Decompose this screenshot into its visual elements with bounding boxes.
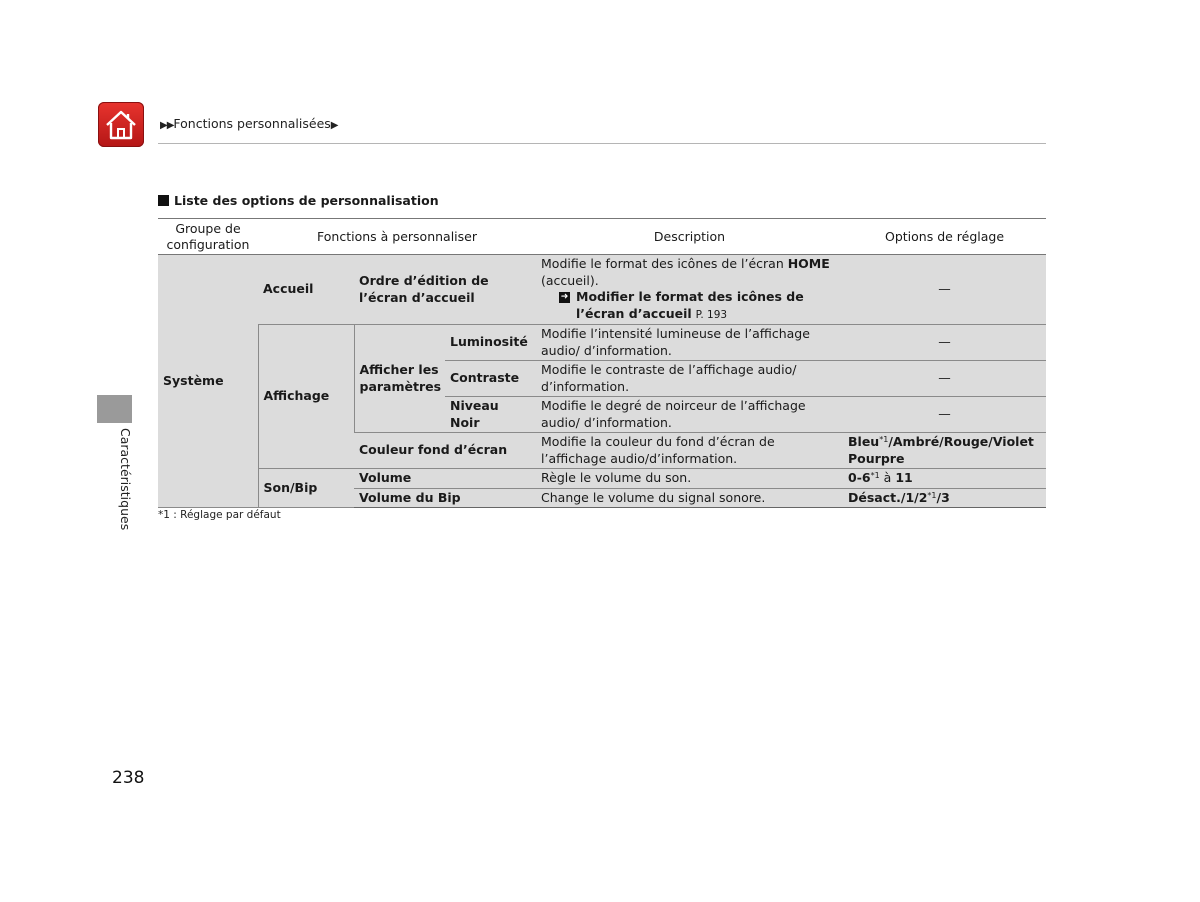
breadcrumb-arrows: ▶▶ [160,120,174,131]
option-home-order: — [843,255,1046,325]
cross-reference[interactable] [541,289,838,323]
option-couleur [843,433,1046,469]
option-volume-bip [843,488,1046,508]
function-couleur: Couleur fond d’écran [354,433,536,469]
option-default-value: Bleu [848,434,880,449]
option-contraste: — [843,361,1046,397]
option-volume [843,469,1046,489]
header-group: Groupe de configuration [158,219,258,255]
table-row [158,325,1046,361]
breadcrumb [160,116,338,131]
option-values: /Ambré/Rouge/Violet Pourpre [848,434,1034,466]
square-bullet-icon [158,195,169,206]
table-header-row [158,219,1046,255]
option-luminosite: — [843,325,1046,361]
description-niveau-noir: Modifie le degré de noirceur de l’affichage audio/ d’information. [536,397,843,433]
option-connector: à [879,470,896,485]
chapter-label: Caractéristiques [118,428,133,531]
header-divider [158,143,1046,144]
footnote-mark: *1 [879,435,889,444]
option-values-end: /3 [936,489,950,505]
home-icon [103,108,139,142]
description-contraste: Modifie le contraste de l’affichage audio/ d’information. [536,361,843,397]
option-niveau-noir: — [843,397,1046,433]
header-description: Description [536,219,843,255]
customization-table [158,218,1046,508]
function-volume: Volume [354,469,536,489]
description-couleur: Modifie la couleur du fond d’écran de l’affichage audio/d’information. [536,433,843,469]
subgroup-affichage: Affichage [258,325,354,469]
function-luminosite: Luminosité [445,325,536,361]
option-values: 0-6 [848,470,871,485]
desc-home-keyword: HOME [787,256,830,271]
footnote-mark: *1 [927,490,937,500]
function-show-params: Afficher les paramètres [354,325,445,433]
header-functions: Fonctions à personnaliser [258,219,536,255]
table-row [158,255,1046,325]
group-cell: Système [158,255,258,508]
chapter-tab[interactable] [97,395,132,423]
page-number: 238 [112,768,145,788]
description-volume: Règle le volume du son. [536,469,843,489]
reference-link[interactable]: Modifier le format des icônes de l’écran d’accueil [576,289,804,321]
footnote: *1 : Réglage par défaut [158,509,281,521]
home-button[interactable] [98,102,144,147]
breadcrumb-link[interactable]: Fonctions personnalisées [173,116,331,131]
option-max-value: 11 [895,470,913,485]
option-values: Désact./1/2 [848,489,928,505]
function-home-order: Ordre d’édition de l’écran d’accueil [354,255,536,325]
header-options: Options de réglage [843,219,1046,255]
reference-arrow-icon: ➜ [560,292,569,302]
section-title-text: Liste des options de personnalisation [174,193,439,208]
description-luminosite: Modifie l’intensité lumineuse de l’affichage audio/ d’information. [536,325,843,361]
desc-text: Modifie le format des icônes de l’écran [541,256,788,271]
description-home-order [536,255,843,325]
breadcrumb-tail-arrow: ▶ [330,120,338,131]
footnote-mark: *1 [870,471,880,480]
function-volume-bip: Volume du Bip [354,488,536,508]
reference-page: P. 193 [695,308,728,321]
desc-text-end: (accueil). [541,272,599,288]
function-contraste: Contraste [445,361,536,397]
function-niveau-noir: Niveau Noir [445,397,536,433]
subgroup-accueil: Accueil [258,255,354,325]
section-title [158,193,439,208]
table-row [158,469,1046,489]
subgroup-son: Son/Bip [258,469,354,508]
description-volume-bip: Change le volume du signal sonore. [536,488,843,508]
